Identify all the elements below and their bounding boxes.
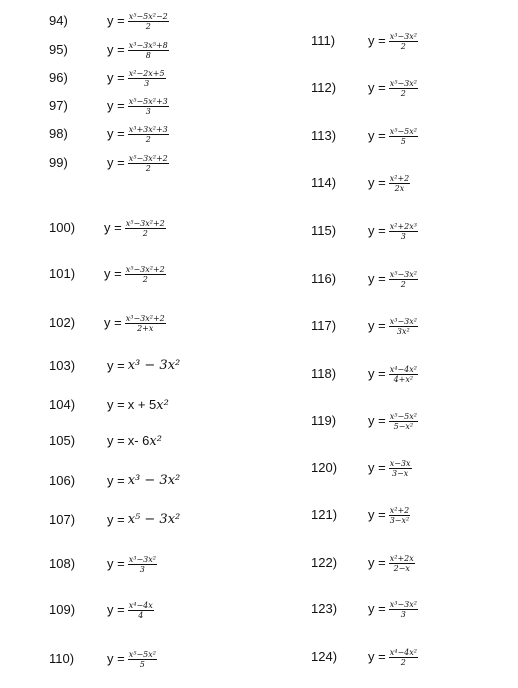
problem-number: 99)	[49, 155, 68, 170]
equation-lhs: y =	[368, 80, 386, 95]
denominator: 2	[400, 41, 406, 51]
equation-lhs: y =	[368, 366, 386, 381]
equation-lhs: y =	[107, 473, 125, 488]
equation-lhs: y =	[104, 266, 122, 281]
expression: x³ − 3x²	[127, 358, 181, 373]
denominator: 5	[139, 659, 145, 669]
equation-lhs: y =	[104, 315, 122, 330]
equation-lhs: y =	[107, 512, 125, 527]
denominator: 2	[400, 88, 406, 98]
problem-equation	[368, 647, 418, 667]
numerator: x⁵−5x²	[389, 126, 417, 136]
problem-equation	[368, 411, 418, 431]
equation-lhs: y =	[368, 460, 386, 475]
problem-number: 104)	[49, 397, 76, 412]
expression-plain-part: x- 6	[127, 432, 150, 448]
problem-equation	[107, 40, 169, 60]
denominator: 2	[145, 163, 151, 173]
problem-equation	[107, 395, 169, 415]
problem-equation	[368, 458, 412, 478]
problem-number: 123)	[311, 601, 338, 616]
problem-number: 96)	[49, 70, 68, 85]
problem-number: 111)	[311, 33, 336, 48]
denominator: 8	[145, 50, 151, 60]
denominator: 4	[138, 610, 144, 620]
equation-lhs: y =	[107, 651, 125, 666]
fraction	[128, 125, 169, 144]
equation-lhs: y =	[368, 271, 386, 286]
numerator: x³−3x²+2	[125, 313, 165, 323]
equation-lhs: y =	[107, 433, 125, 448]
problem-equation	[368, 126, 418, 146]
denominator: 3	[145, 106, 151, 116]
problem-equation	[107, 510, 180, 530]
problem-equation	[107, 431, 162, 451]
expression-plain-part: x + 5	[127, 396, 157, 412]
problem-equation	[107, 600, 154, 620]
fraction	[389, 648, 418, 667]
numerator: x²−2x+5	[128, 68, 165, 78]
problem-number: 94)	[49, 13, 68, 28]
equation-lhs: y =	[368, 555, 386, 570]
numerator: x⁵−3x²+2	[128, 153, 168, 163]
equation-lhs: y =	[107, 602, 125, 617]
fraction	[389, 222, 418, 241]
problem-equation	[107, 96, 169, 116]
equation-lhs: y =	[107, 556, 125, 571]
numerator: x⁵−3x²	[389, 269, 417, 279]
equation-lhs: y =	[368, 649, 386, 664]
denominator: 2+x	[137, 323, 154, 333]
fraction	[389, 79, 418, 98]
fraction	[389, 365, 418, 384]
problem-number: 105)	[49, 433, 76, 448]
denominator: 3−x	[391, 468, 409, 478]
equation-lhs: y =	[368, 413, 386, 428]
numerator: x⁵−3x²+2	[125, 264, 165, 274]
problem-equation	[368, 364, 418, 384]
problem-equation	[368, 173, 410, 193]
denominator: 3	[144, 78, 150, 88]
problem-number: 102)	[49, 315, 76, 330]
problem-number: 107)	[49, 512, 76, 527]
numerator: x⁵−3x²	[389, 78, 417, 88]
numerator: x²+2x	[389, 553, 414, 563]
equation-lhs: y =	[107, 42, 125, 57]
problem-equation	[368, 553, 415, 573]
equation-lhs: y =	[368, 175, 386, 190]
fraction	[389, 174, 411, 193]
problem-number: 121)	[311, 507, 338, 522]
denominator: 2	[142, 274, 148, 284]
denominator: 3	[139, 564, 145, 574]
fraction	[389, 127, 418, 146]
problem-equation	[368, 31, 418, 51]
numerator: x³−3x²	[128, 554, 156, 564]
problem-equation	[107, 471, 180, 491]
numerator: x⁴−4x²	[389, 647, 417, 657]
problem-number: 120)	[311, 460, 338, 475]
fraction	[389, 459, 412, 478]
numerator: x⁵−5x²	[389, 411, 417, 421]
expression-italic-part: x²	[156, 397, 169, 413]
fraction	[389, 32, 418, 51]
denominator: 3	[400, 609, 406, 619]
fraction	[389, 506, 411, 525]
fraction	[128, 555, 157, 574]
numerator: x⁴−4x²	[389, 364, 417, 374]
fraction	[128, 601, 154, 620]
fraction	[128, 97, 169, 116]
equation-lhs: y =	[107, 70, 125, 85]
problem-equation	[107, 649, 157, 669]
fraction	[128, 41, 169, 60]
fraction	[128, 12, 169, 31]
equation-lhs: y =	[107, 397, 125, 412]
equation-lhs: y =	[107, 13, 125, 28]
problem-number: 103)	[49, 358, 76, 373]
problem-number: 124)	[311, 649, 338, 664]
problem-number: 113)	[311, 128, 337, 143]
numerator: x³+3x²+3	[128, 124, 168, 134]
fraction	[389, 600, 418, 619]
expression: x³ − 3x²	[127, 473, 181, 488]
denominator: 2−x	[393, 563, 410, 573]
numerator: x⁵−5x²	[128, 649, 156, 659]
expression	[128, 433, 162, 450]
denominator: 2x	[394, 183, 405, 193]
denominator: 4+x²	[393, 374, 414, 384]
numerator: x³−3x²	[389, 599, 417, 609]
problem-number: 117)	[311, 318, 337, 333]
problem-equation	[104, 313, 166, 333]
denominator: 3	[400, 231, 406, 241]
problem-number: 118)	[311, 366, 337, 381]
problem-equation	[107, 124, 169, 144]
denominator: 5	[400, 136, 406, 146]
denominator: 3−x²	[389, 515, 410, 525]
problem-equation	[368, 221, 418, 241]
equation-lhs: y =	[104, 220, 122, 235]
numerator: x⁵−5x²−2	[128, 11, 168, 21]
problem-equation	[368, 316, 418, 336]
numerator: x⁵−5x²+3	[128, 96, 168, 106]
problem-number: 112)	[311, 80, 337, 95]
numerator: x⁵−3x²+2	[125, 218, 165, 228]
problem-equation	[368, 505, 410, 525]
equation-lhs: y =	[368, 33, 386, 48]
problem-number: 95)	[49, 42, 68, 57]
problem-number: 100)	[49, 220, 76, 235]
problem-equation	[107, 68, 166, 88]
denominator: 5−x²	[393, 421, 414, 431]
problem-number: 122)	[311, 555, 338, 570]
problem-equation	[107, 153, 169, 173]
fraction	[128, 154, 169, 173]
problem-equation	[107, 356, 180, 376]
expression-italic-part: x²	[149, 433, 162, 449]
fraction	[128, 650, 157, 669]
fraction	[128, 69, 166, 88]
fraction	[125, 265, 166, 284]
equation-lhs: y =	[368, 128, 386, 143]
equation-lhs: y =	[107, 126, 125, 141]
problem-number: 106)	[49, 473, 76, 488]
problem-number: 116)	[311, 271, 337, 286]
equation-lhs: y =	[368, 318, 386, 333]
equation-lhs: y =	[368, 601, 386, 616]
expression: x⁵ − 3x²	[127, 512, 181, 527]
problem-number: 97)	[49, 98, 68, 113]
problem-number: 101)	[49, 266, 76, 281]
numerator: x³−3x⁵+8	[128, 40, 168, 50]
problem-number: 119)	[311, 413, 337, 428]
numerator: x−3x	[389, 458, 411, 468]
problem-number: 98)	[49, 126, 68, 141]
denominator: 2	[400, 279, 406, 289]
numerator: x³−3x²	[389, 31, 417, 41]
equation-lhs: y =	[368, 507, 386, 522]
problem-equation	[368, 269, 418, 289]
problem-equation	[104, 264, 166, 284]
denominator: 2	[400, 657, 406, 667]
denominator: 2	[142, 228, 148, 238]
problem-equation	[104, 218, 166, 238]
fraction	[125, 314, 166, 333]
expression	[128, 397, 169, 414]
fraction	[389, 554, 415, 573]
fraction	[125, 219, 166, 238]
denominator: 3x²	[396, 326, 410, 336]
equation-lhs: y =	[368, 223, 386, 238]
fraction	[389, 270, 418, 289]
problem-number: 109)	[49, 602, 76, 617]
equation-lhs: y =	[107, 155, 125, 170]
problem-number: 115)	[311, 223, 337, 238]
numerator: x²+2x³	[389, 221, 417, 231]
numerator: x⁴−4x	[128, 600, 153, 610]
denominator: 2	[145, 134, 151, 144]
numerator: x²+2	[389, 505, 410, 515]
fraction	[389, 412, 418, 431]
problem-number: 110)	[49, 651, 75, 666]
fraction	[389, 317, 418, 336]
problem-number: 108)	[49, 556, 76, 571]
denominator: 2	[145, 21, 151, 31]
problem-equation	[368, 599, 418, 619]
equation-lhs: y =	[107, 358, 125, 373]
equation-lhs: y =	[107, 98, 125, 113]
problem-equation	[107, 11, 169, 31]
problem-equation	[107, 554, 157, 574]
problem-equation	[368, 78, 418, 98]
problem-number: 114)	[311, 175, 337, 190]
numerator: x³−3x²	[389, 316, 417, 326]
numerator: x²+2	[389, 173, 410, 183]
